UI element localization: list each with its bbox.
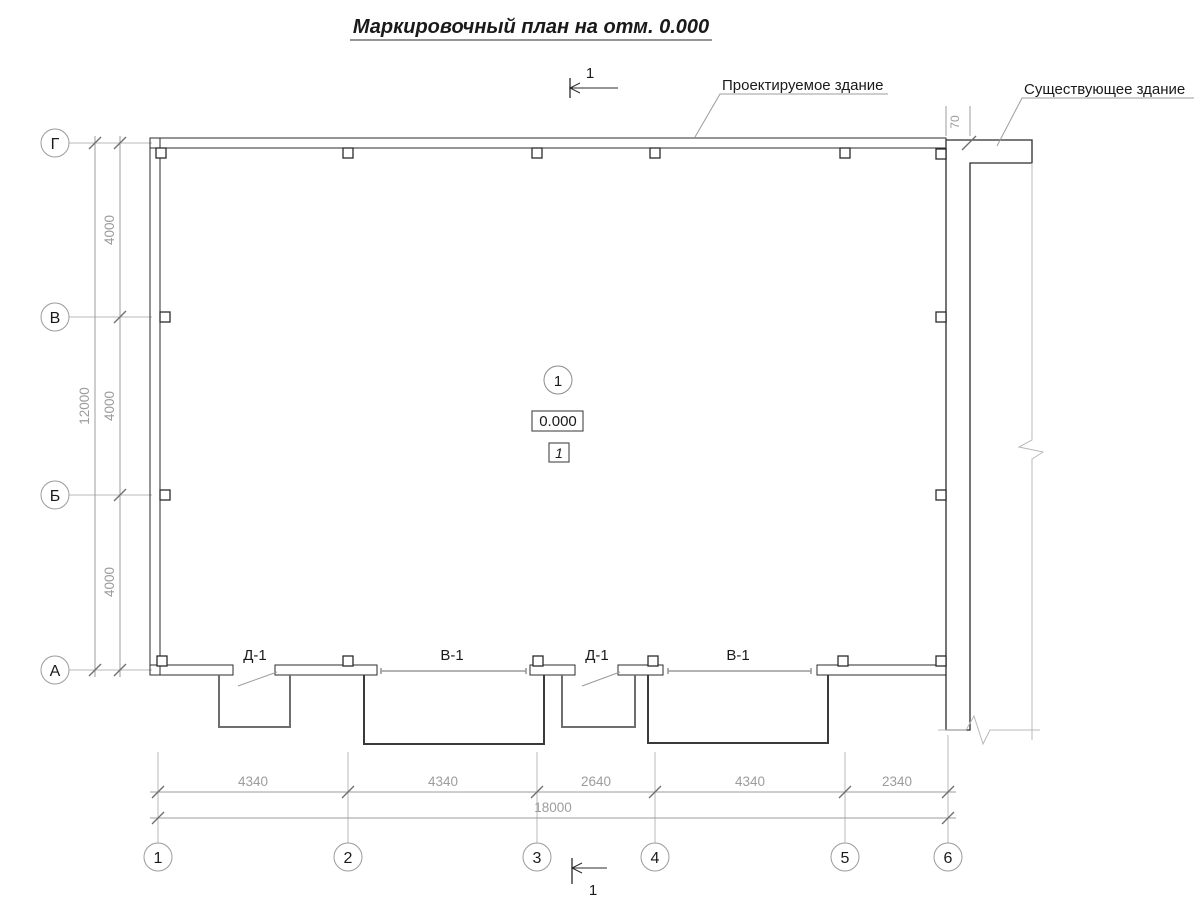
existing-wall (946, 140, 1032, 730)
room-number: 1 (555, 445, 563, 461)
bottom-dimensions (150, 774, 956, 824)
grid-col-label-2: 2 (343, 850, 353, 867)
door1-label: Д-1 (243, 647, 267, 664)
grid-row-label-b: Б (49, 488, 61, 505)
existing-boundary-break (1019, 163, 1043, 740)
dim-left-total: 12000 (77, 387, 92, 425)
section-mark-bottom (572, 858, 607, 899)
openings (219, 647, 828, 744)
zone-circle-label: 1 (553, 373, 563, 390)
existing-building-label: Существующее здание (1024, 81, 1186, 98)
grid-bubbles-bottom (144, 843, 962, 871)
grid-lines (69, 143, 948, 843)
grid-row-label-v: В (49, 310, 61, 327)
dim-bottom-segment-2: 4340 (427, 774, 459, 789)
door2-porch (562, 675, 635, 727)
existing-bottom-break (938, 716, 1040, 744)
grid-bubbles-left (41, 129, 69, 684)
callout-proposed (695, 77, 888, 137)
section-label-top: 1 (585, 65, 595, 82)
door1-porch (219, 675, 290, 727)
wall-left (150, 138, 160, 675)
grid-col-label-4: 4 (650, 850, 660, 867)
grid-col-label-1: 1 (153, 850, 163, 867)
grid-row-label-a: А (49, 663, 61, 680)
window2-label: В-1 (726, 647, 750, 664)
grid-col-label-5: 5 (840, 850, 850, 867)
section-label-bottom: 1 (588, 882, 598, 899)
door2-label: Д-1 (585, 647, 609, 664)
dim-bottom-total: 18000 (534, 800, 572, 815)
door1-leaf (238, 672, 277, 686)
wall-bottom-seg2 (275, 665, 377, 675)
dim-bottom-segment-1: 4340 (237, 774, 269, 789)
dim-left-segment-3: 4000 (102, 566, 117, 598)
room-markers (532, 366, 583, 462)
section-mark-top (570, 65, 618, 98)
door2-leaf (582, 672, 620, 686)
elevation-value: 0.000 (539, 413, 577, 430)
grid-row-label-g: Г (50, 136, 60, 153)
columns (156, 148, 946, 666)
dim-bottom-segment-5: 2340 (881, 774, 913, 789)
window1-areaway (364, 675, 544, 744)
existing-building (938, 106, 1043, 744)
page-title: Маркировочный план на отм. 0.000 (352, 16, 710, 38)
grid-col-label-3: 3 (532, 850, 542, 867)
window1-label: В-1 (440, 647, 464, 664)
dim-bottom-segment-4: 4340 (734, 774, 766, 789)
dim-left-segment-1: 4000 (102, 214, 117, 246)
wall-bottom-seg5 (817, 665, 946, 675)
window2-areaway (648, 675, 828, 743)
left-dimensions (77, 136, 126, 677)
proposed-building-label: Проектируемое здание (722, 77, 884, 94)
callout-existing (997, 81, 1194, 146)
dim-left-segment-2: 4000 (102, 390, 117, 422)
grid-col-label-6: 6 (943, 850, 953, 867)
dim-gap: 70 (948, 115, 962, 129)
wall-top (150, 138, 946, 148)
dim-bottom-segment-3: 2640 (580, 774, 612, 789)
title-block (350, 16, 712, 40)
proposed-building-walls (150, 138, 946, 675)
